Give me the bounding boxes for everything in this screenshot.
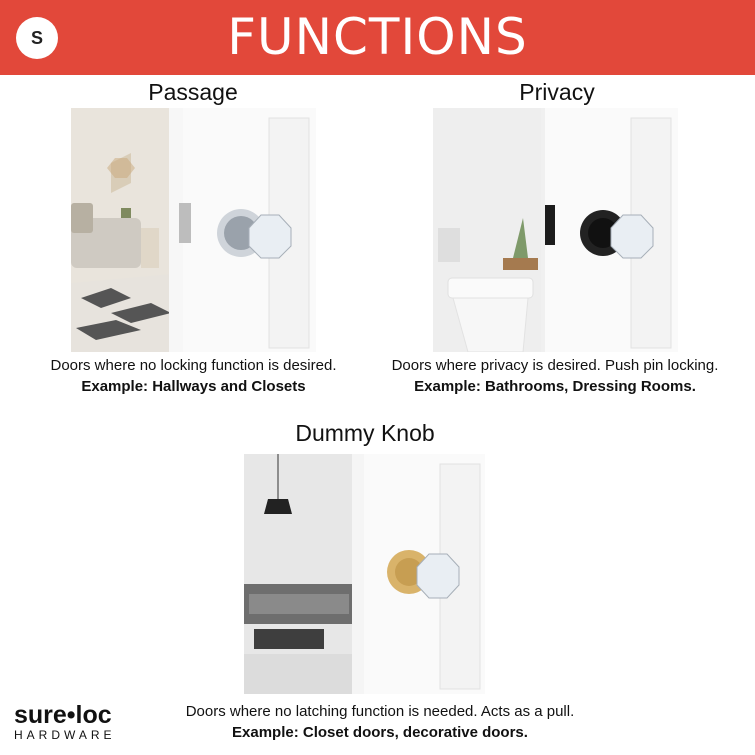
sureloc-brand (14, 702, 116, 742)
passage-example: Example: Hallways and Closets (81, 378, 306, 395)
privacy-example: Example: Bathrooms, Dressing Rooms. (414, 378, 696, 395)
privacy-title: Privacy (519, 79, 595, 105)
privacy-photo (433, 108, 678, 352)
privacy-description: Doors where privacy is desired. Push pin locking. (391, 357, 719, 374)
dummy-knob-photo (244, 454, 485, 694)
dummy-knob-title: Dummy Knob (295, 420, 435, 446)
dummy-knob-description: Doors where no latching function is needed. Acts as a pull. (185, 703, 575, 720)
brand-name: sure•loc (14, 701, 112, 729)
page-title: FUNCTIONS (227, 8, 528, 66)
passage-photo (71, 108, 316, 352)
passage-description: Doors where no locking function is desired. (50, 357, 337, 374)
brand-subtitle: HARDWARE (14, 728, 116, 742)
dummy-knob-example: Example: Closet doors, decorative doors. (232, 724, 528, 741)
passage-title: Passage (148, 79, 238, 105)
sureloc-logo-badge: S (16, 17, 58, 59)
